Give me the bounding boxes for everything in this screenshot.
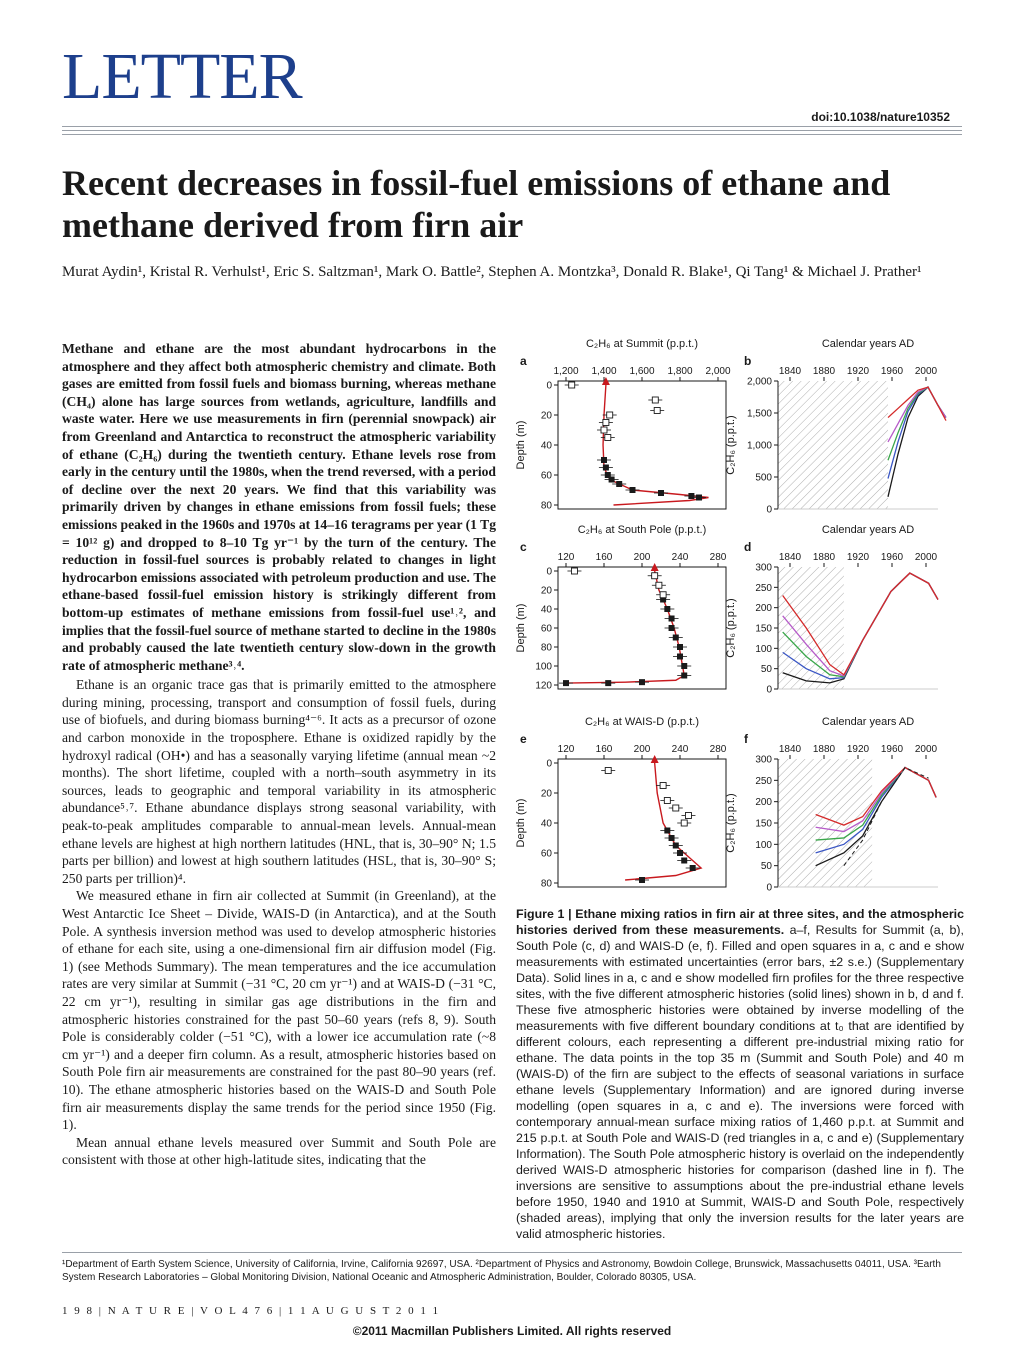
panel-frame-a [558, 381, 726, 509]
data-point-filled [677, 644, 683, 650]
data-point-filled [609, 477, 615, 483]
y-tick-label-a: 20 [540, 410, 552, 422]
header-rule-2 [62, 130, 962, 131]
x-tick-label-b: 1880 [812, 366, 836, 377]
data-point-open [601, 427, 607, 433]
y-tick-label-d: 150 [755, 623, 772, 635]
x-tick-label-c: 280 [709, 552, 727, 563]
data-point-open [685, 813, 691, 819]
y-tick-label-c: 120 [535, 680, 552, 692]
y-tick-label-c: 80 [540, 642, 552, 654]
x-tick-label-a: 1,200 [553, 366, 579, 377]
y-tick-label-c: 60 [540, 623, 552, 635]
panel-title-e: C₂H₆ at WAIS-D (p.p.t.) [584, 716, 700, 728]
paragraph-3: Mean annual ethane levels measured over Summit and South Pole are consistent with those at other high-latitude sites, indicating that the [62, 1134, 496, 1168]
x-tick-label-a: 2,000 [705, 366, 731, 377]
y-tick-label-b: 1,000 [746, 440, 772, 452]
y-tick-label-f: 100 [755, 839, 772, 851]
y-axis-label-b: C₂H₆ (p.p.t.) [725, 415, 737, 475]
copyright: ©2011 Macmillan Publishers Limited. All rights reserved [352, 1324, 672, 1338]
data-point-filled [688, 493, 694, 499]
data-point-filled [664, 828, 670, 834]
x-tick-label-b: 1920 [846, 366, 870, 377]
x-tick-label-f: 1920 [846, 744, 870, 755]
data-point-filled [696, 495, 702, 501]
x-tick-label-c: 240 [671, 552, 689, 563]
x-tick-label-f: 1960 [880, 744, 904, 755]
model-profile-e [625, 763, 701, 880]
y-tick-label-f: 150 [755, 818, 772, 830]
data-point-open [605, 768, 611, 774]
x-tick-label-d: 1960 [880, 552, 904, 563]
page-info: 1 9 8 | N A T U R E | V O L 4 7 6 | 1 1 A U G U S T 2 0 1 1 [62, 1305, 441, 1317]
data-point-filled [639, 679, 645, 685]
x-tick-label-d: 2000 [914, 552, 938, 563]
data-point-filled [673, 843, 679, 849]
x-tick-label-d: 1840 [778, 552, 802, 563]
data-point-open [654, 408, 660, 414]
data-point-filled [630, 487, 636, 493]
caption-text: a–f, Results for Summit (a, b), South Pole (c, d) and WAIS-D (e, f). Filled and open squares in a, c and e show measurements with estimated uncertainties (error bars, ±2 s.e.) (Supplementary Data). Solid lines in a, c and e show modelled firn profiles for the three respective sites, with the five different atmospheric histories (solid lines) shown in b, d and f. These five atmospheric histories were obtained by inverse modelling of the measurements with five different boundary conditions at t₀ that are identified by different colours, each representing a different pre-industrial mixing ratio for ethane. The data points in the top 35 m (Summit and South Pole) and 40 m (WAIS-D) of the firn are subject to the effects of seasonal variations in surface ethane levels (Supplementary Information) and are ignored during inverse modelling (open squares in a, c and e). The inversions were forced with contemporary annual-mean surface mixing ratios of 1,460 p.p.t. at Summit and 215 p.p.t. at South Pole and WAIS-D (red triangles in a, c and e) (Supplementary Information). The South Pole atmospheric history is overlaid on the independently derived WAIS-D atmospheric histories for comparison (dashed line in f). The inversions are sensitive to assumptions about the pre-industrial ethane levels before 1950, 1940 and 1910 at Summit, WAIS-D and South Pole, respectively (shaded areas), implying that only the inversion results for the later years are valid atmospheric histories. [516, 923, 964, 1241]
x-tick-label-e: 240 [671, 744, 689, 755]
y-tick-label-b: 1,500 [746, 408, 772, 420]
data-point-open [652, 573, 658, 579]
figure-1 [516, 335, 964, 895]
y-tick-label-c: 100 [535, 661, 552, 673]
data-point-open [571, 568, 577, 574]
y-tick-label-b: 2,000 [746, 376, 772, 388]
panel-letter-e: e [520, 732, 527, 746]
section-label: LETTER [62, 40, 302, 113]
data-point-filled [601, 457, 607, 463]
panel-title-f: Calendar years AD [821, 716, 915, 728]
x-tick-label-b: 1960 [880, 366, 904, 377]
data-point-filled [681, 858, 687, 864]
data-point-open [605, 435, 611, 441]
data-point-filled [677, 654, 683, 660]
data-point-filled [681, 673, 687, 679]
y-tick-label-a: 0 [546, 380, 552, 392]
y-tick-label-c: 20 [540, 585, 552, 597]
x-tick-label-e: 200 [633, 744, 651, 755]
data-point-open [660, 592, 666, 598]
x-tick-label-c: 120 [557, 552, 575, 563]
x-tick-label-f: 2000 [914, 744, 938, 755]
data-point-filled [669, 835, 675, 841]
x-tick-label-a: 1,400 [591, 366, 617, 377]
panel-letter-a: a [520, 354, 527, 368]
x-tick-label-c: 200 [633, 552, 651, 563]
x-tick-label-e: 160 [595, 744, 613, 755]
y-tick-label-a: 60 [540, 470, 552, 482]
panel-title-c: C₂H₆ at South Pole (p.p.t.) [577, 524, 707, 536]
data-point-filled [669, 625, 675, 631]
data-point-open [673, 805, 679, 811]
x-tick-label-d: 1880 [812, 552, 836, 563]
history-line-b [888, 387, 946, 421]
paragraph-1: Ethane is an organic trace gas that is primarily emitted to the atmosphere during mining, processing, transport and consumption of fossil fuels, during use of biofuels, and during biomass burning⁴⁻⁶. It acts as a precursor of ozone and carbon monoxide in the troposphere. Ethane is oxidized rapidly by the hydroxyl radical (OH•) and has a seasonally varying lifetime (annual mean ~2 months). The short lifetime, coupled with a north–south asymmetry in its sources, leads to geographic and temporal variability in its atmospheric abundance⁵˒⁷. Ethane abundance displays strong seasonal variability, with peak-to-peak amplitudes comparable to annual-mean levels. Annual-mean ethane levels are highest at high northern latitudes (HNL, that is, 30–90° N; 1.5 parts per billion) and lowest at high southern latitudes (HSL, that is, 30–90° S; 250 parts per trillion)⁴. [62, 677, 496, 886]
y-tick-label-d: 0 [766, 684, 772, 696]
panel-frame-c [558, 567, 726, 689]
article-title: Recent decreases in fossil-fuel emissions of ethane and methane derived from firn air [62, 163, 891, 245]
data-point-filled [658, 490, 664, 496]
y-tick-label-c: 0 [546, 566, 552, 578]
y-tick-label-e: 40 [540, 818, 552, 830]
author-list: Murat Aydin¹, Kristal R. Verhulst¹, Eric S. Saltzman¹, Mark O. Battle², Stephen A. Montzka³, Donald R. Blake¹, Qi Tang¹ & Michael J. Prather¹ [62, 264, 922, 280]
y-tick-label-e: 80 [540, 878, 552, 890]
data-point-open [664, 798, 670, 804]
panel-letter-d: d [744, 540, 752, 554]
panel-letter-c: c [520, 540, 527, 554]
y-tick-label-b: 500 [755, 472, 772, 484]
model-profile-c [566, 571, 684, 683]
header-rule [62, 126, 962, 127]
data-point-filled [681, 663, 687, 669]
paragraph-2: We measured ethane in firn air collected at Summit (in Greenland), at the West Antarctic Ice Sheet – Divide, WAIS-D (in Antarctica), and at the South Pole. A synthesis inversion method was used to develop atmospheric histories of ethane for each site, using a one-dimensional firn air diffusion model (Fig. 1) (see Methods Summary). The mean temperatures and the ice accumulation rates are very similar at Summit (−31 °C, 20 cm yr⁻¹) and at WAIS-D (−31 °C, 22 cm yr⁻¹), resulting in similar gas age distributions in the firn and atmospheric histories constrained for the past 50–60 years (refs 8, 9). South Pole is considerably colder (−51 °C), with a lower ice accumulation rate (~8 cm yr⁻¹) and a deeper firn column. As a result, atmospheric histories based on South Pole firn air measurements are constrained for the past 80–90 years (ref. 10). The ethane atmospheric histories based on the WAIS-D and South Pole firn air measurements display the same trends for the period since 1950 (Fig. 1). [62, 888, 496, 1133]
data-point-open [603, 420, 609, 426]
panel-letter-b: b [744, 354, 752, 368]
affiliations: ¹Department of Earth System Science, University of California, Irvine, California 92697, USA. ²Department of Physics and Astronomy, Bowdoin College, Brunswick, Massachusetts 04011, USA. ³Earth System Research Laboratories – Global Monitoring Division, National Oceanic and Atmospheric Administration, Boulder, Colorado 80305, USA. [62, 1259, 941, 1283]
y-tick-label-e: 60 [540, 848, 552, 860]
data-point-open [607, 412, 613, 418]
y-tick-label-f: 300 [755, 754, 772, 766]
data-point-filled [677, 850, 683, 856]
data-point-open [569, 382, 575, 388]
y-tick-label-b: 0 [766, 504, 772, 516]
figure-svg [516, 335, 964, 895]
y-tick-label-d: 100 [755, 643, 772, 655]
history-line-b [888, 387, 946, 478]
data-point-filled [616, 481, 622, 487]
x-tick-label-a: 1,600 [629, 366, 655, 377]
data-point-open [681, 820, 687, 826]
left-column [62, 340, 496, 1169]
y-tick-label-f: 50 [760, 861, 772, 873]
y-tick-label-a: 80 [540, 500, 552, 512]
panel-title-d: Calendar years AD [821, 524, 915, 536]
y-tick-label-d: 50 [760, 664, 772, 676]
panel-title-b: Calendar years AD [821, 338, 915, 350]
y-tick-label-f: 200 [755, 797, 772, 809]
data-point-open [652, 397, 658, 403]
caption-label: Figure 1 | Ethane mixing ratios in firn air at three sites, and the atmospheric histories derived from these measurements. [516, 907, 964, 937]
data-point-filled [639, 877, 645, 883]
x-tick-label-a: 1,800 [667, 366, 693, 377]
footnote-rule [62, 1252, 962, 1253]
y-tick-label-d: 250 [755, 582, 772, 594]
y-tick-label-c: 40 [540, 604, 552, 616]
abstract: Methane and ethane are the most abundant hydrocarbons in the atmosphere and they affect both atmospheric chemistry and climate. Both gases are emitted from fossil fuels and biomass burning, whereas methane (CH₄) alone has large sources from wetlands, agriculture, landfills and waste water. Here we use measurements in firn (perennial snowpack) air from Greenland and Antarctica to reconstruct the atmospheric variability of ethane (C₂H₆) during the twentieth century. Ethane levels rose from early in the century until the 1980s, when the trend reversed, with a period of decline over the next 20 years. We find that this variability was primarily driven by changes in ethane emissions from fossil fuels; these emissions peaked in the 1960s and 1970s at 14–16 teragrams per year (1 Tg = 10¹² g) and dropped to 8–10 Tg yr⁻¹ by the turn of the century. The reduction in fossil-fuel sources is probably related to changes in light hydrocarbon emissions associated with petroleum production and use. The ethane-based fossil-fuel emission history is strikingly different from bottom-up estimates of methane emissions from fossil-fuel use¹˒², and implies that the fossil-fuel source of methane started to decline in the 1980s and probably caused the late twentieth century slow-down in the growth rate of atmospheric methane³˒⁴. [62, 341, 496, 673]
data-point-filled [563, 680, 569, 686]
data-point-open [660, 783, 666, 789]
doi-text[interactable]: doi:10.1038/nature10352 [811, 110, 950, 124]
y-axis-label-a: Depth (m) [516, 420, 527, 470]
x-tick-label-f: 1840 [778, 744, 802, 755]
y-tick-label-e: 0 [546, 758, 552, 770]
y-axis-label-d: C₂H₆ (p.p.t.) [725, 598, 737, 658]
y-axis-label-e: Depth (m) [516, 798, 527, 848]
data-point-filled [603, 465, 609, 471]
data-point-filled [664, 606, 670, 612]
panel-title-a: C₂H₆ at Summit (p.p.t.) [585, 338, 699, 350]
y-tick-label-e: 20 [540, 788, 552, 800]
figure-caption [516, 906, 964, 1242]
y-tick-label-f: 250 [755, 775, 772, 787]
x-tick-label-c: 160 [595, 552, 613, 563]
y-tick-label-d: 300 [755, 562, 772, 574]
panel-letter-f: f [744, 732, 748, 746]
x-tick-label-b: 2000 [914, 366, 938, 377]
data-point-filled [673, 635, 679, 641]
data-point-filled [605, 680, 611, 686]
shaded-area-b [778, 381, 888, 509]
y-axis-label-c: Depth (m) [516, 603, 527, 653]
y-tick-label-d: 200 [755, 603, 772, 615]
data-point-open [656, 582, 662, 588]
x-tick-label-d: 1920 [846, 552, 870, 563]
x-tick-label-e: 120 [557, 744, 575, 755]
data-point-filled [690, 865, 696, 871]
y-tick-label-a: 40 [540, 440, 552, 452]
x-tick-label-b: 1840 [778, 366, 802, 377]
header-rule-3 [62, 134, 962, 135]
y-tick-label-f: 0 [766, 882, 772, 894]
y-axis-label-f: C₂H₆ (p.p.t.) [725, 793, 737, 853]
x-tick-label-f: 1880 [812, 744, 836, 755]
data-point-filled [669, 616, 675, 622]
x-tick-label-e: 280 [709, 744, 727, 755]
